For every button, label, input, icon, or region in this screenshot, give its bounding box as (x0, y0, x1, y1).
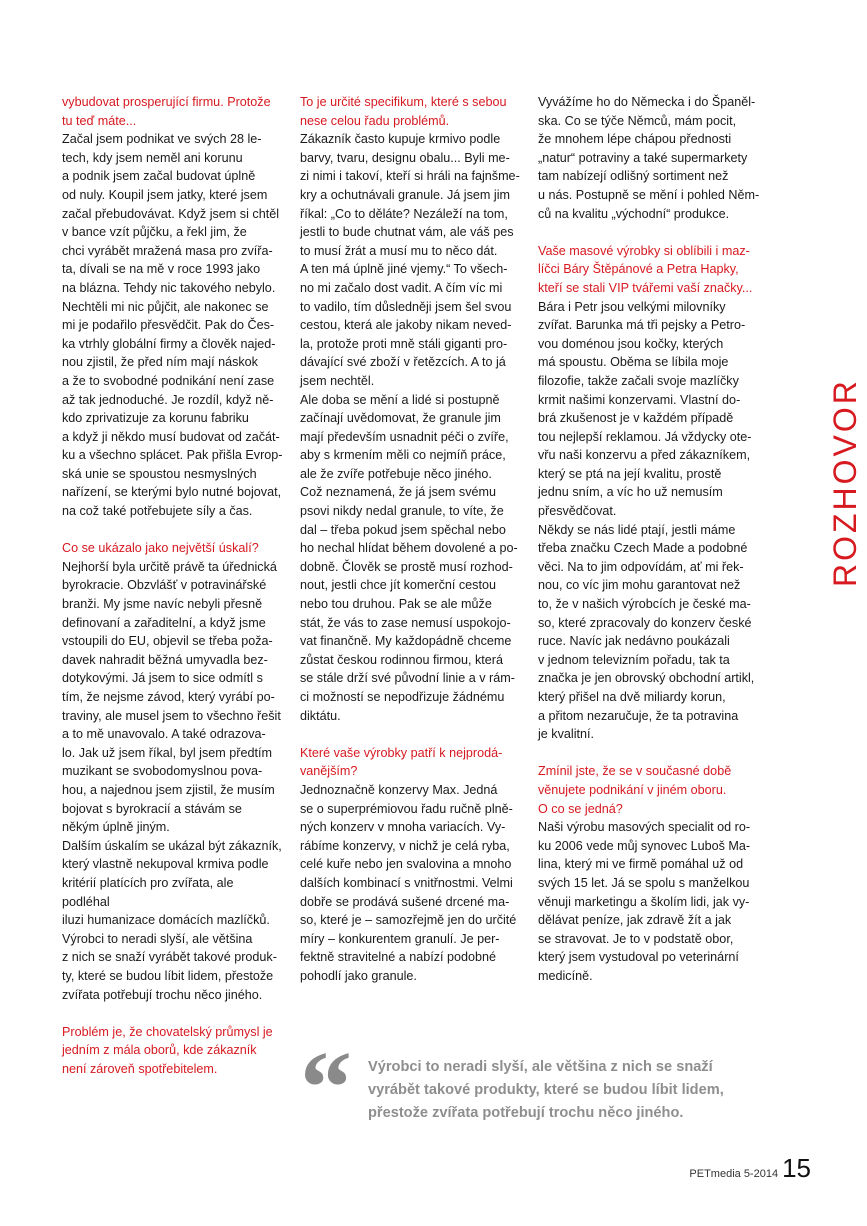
section-label-text: ROZHOVOR (827, 378, 863, 587)
question-text: Které vaše výrobky patří k nejprodá- vanějším? (300, 745, 503, 779)
page-number: 15 (782, 1153, 811, 1183)
answer-text: Vyvážíme ho do Německa i do Španěl- ska. Co se týče Němců, mám pocit, že mnohem lépe chápou přednosti „natur“ potraviny a také supermarkety tam nabízejí odlišný sortiment než u nás. Postupně se mění i pohled Něm- ců na kvalitu „východní“ produkce. (538, 95, 760, 221)
answer-text: Bára i Petr jsou velkými milovníky zvířat. Barunka má tři pejsky a Petro- vou doménou jsou kočky, kterých má spoustu. Oběma se líbila moje filozofie, takže začali svoje mazlíčky krmit našimi konzervami. Vlastní do- brá zkušenost je v každém případě tou nejlepší reklamou. Já vždycky ote- vřu naši konzervu a před zákazníkem, který se ptá na její kvalitu, prostě jednu sním, a víc ho už nemusím přesvědčovat. Někdy se nás lidé ptají, jestli máme třeba značku Czech Made a podobné věci. Na to jim odpovídám, ať mi řek- nou, co víc jim mohu garantovat než to, že v našich výrobcích je české ma- so, které zpracovaly do konzerv české ruce. Navíc jak nedávno poukázali v jednom televizním pořadu, tak ta značka je jen obrovský obchodní artikl, který přišel na dvě miliardy korun, a přitom nezaručuje, že ta potravina je kvalitní. (538, 299, 755, 742)
magazine-issue: PETmedia 5-2014 (689, 1168, 779, 1180)
question-text: Co se ukázalo jako největší úskalí? (62, 541, 259, 556)
question-text: Zmínil jste, že se v současné době věnujete podnikání v jiném oboru. O co se jedná? (538, 764, 732, 816)
column-3 (538, 93, 764, 986)
question-text: vybudovat prosperující firmu. Protože tu teď máte... (62, 95, 271, 128)
quote-mark-icon: “ (300, 1030, 352, 1145)
page-footer (689, 1153, 811, 1184)
column-2 (300, 93, 522, 986)
question-text: To je určité specifikum, které s sebou nese celou řadu problémů. (300, 95, 507, 128)
question-text: Vaše masové výrobky si oblíbili i maz- líčci Báry Štěpánové a Petra Hapky, kteří se stali VIP tvářemi vaší značky... (538, 243, 753, 295)
pull-quote-text: Výrobci to neradi slyší, ale většina z nich se snaží vyrábět takové produkty, které se budou líbit lidem, přestože zvířata potřebují trochu něco jiného. (368, 1059, 724, 1121)
answer-text: Jednoznačně konzervy Max. Jedná se o superprémiovou řadu ručně plně- ných konzerv v mnoha variacích. Vy- rábíme konzervy, v nichž je celá ryba, celé kuře nebo jen svalovina a mnoho dalších kombinací s vnitřnostmi. Velmi dobře se prodává sušené drcené ma- so, které je – samozřejmě jen do určité míry – konkurentem granulí. Je per- fektně stravitelné a nabízí podobné pohodlí jako granule. (300, 782, 517, 983)
pull-quote (300, 1030, 770, 1145)
question-text: Problém je, že chovatelský průmysl je jedním z mála oborů, kde zákazník není zároveň spotřebitelem. (62, 1024, 273, 1076)
answer-text: Zákazník často kupuje krmivo podle barvy, tvaru, designu obalu... Byli me- zi nimi i takoví, kteří si hráli na fajnšme- kry a ochutnávali granule. Já jsem jim říkal: „Co to děláte? Nezáleží na tom, jestli to bude chutnat vám, ale váš pes to musí žrát a musí mu to něco dát. A ten má úplně jiné vjemy.“ To všech- no mi začalo dost vadit. A čím víc mi to vadilo, tím důsledněji jsem šel svou cestou, která ale jakoby nikam neved- la, protože proti mně stáli giganti pro- dávající své zboží v řetězcích. A to já jsem nechtěl. Ale doba se mění a lidé si postupně začínají uvědomovat, že granule jim mají především usnadnit péči o zvíře, aby s krmením měli co nejmíň práce, ale že zvíře potřebuje něco jiného. Což neznamená, že já jsem svému psovi nikdy nedal granule, to víte, že dal – třeba pokud jsem spěchal nebo ho nechal hlídat během dovolené a po- dobně. Člověk se prostě musí rozhod- nout, jestli chce jít komerční cestou nebo tou druhou. Pak se ale může stát, že vás to zase nemusí uspokojo- vat finančně. My každopádně chceme zůstat českou rodinnou firmou, která se stále drží své původní linie a v rám- ci možností se nepodřizuje žádnému diktátu. (300, 132, 520, 723)
answer-text: Nejhorší byla určitě právě ta úřednická byrokracie. Obzvlášť v potravinářské branži. My jsme navíc nebyli přesně definovaní a zařaditelní, a když jsme vstoupili do EU, objevil se třeba poža- davek nahradit běžná umyvadla bez- dotykovými. Já jsem to sice odmítl s tím, že nejsme závod, který vyrábí po- traviny, ale musel jsem to všechno řešit a to mě unavovalo. A také odrazova- lo. Jak už jsem říkal, byl jsem předtím muzikant se svobodomyslnou pova- hou, a najednou jsem zjistil, že musím bojovat s byrokracií a stávám se někým úplně jiným. Dalším úskalím se ukázal být zákazník, který vlastně nekupoval krmiva podle kritérií platících pro zvířata, ale podléhal iluzi humanizace domácích mazlíčků. Výrobci to neradi slyší, ale většina z nich se snaží vyrábět takové produk- ty, které se budou líbit lidem, přestože zvířata potřebují trochu něco jiného. (62, 559, 282, 1002)
column-1 (62, 93, 284, 1078)
answer-text: Naši výrobu masových specialit od ro- ku 2006 vede můj synovec Luboš Ma- lina, který mi ve firmě pomáhal už od svých 15 let. Já se spolu s manželkou věnuji marketingu a školím lidi, jak vy- dělávat peníze, jak zdravě žít a jak se stravovat. Je to v podstatě obor, který jsem vystudoval po veterinární medicíně. (538, 820, 751, 983)
section-label (818, 377, 867, 587)
answer-text: Začal jsem podnikat ve svých 28 le- tech, kdy jsem neměl ani korunu a podnik jsem začal budovat úplně od nuly. Koupil jsem jatky, které jsem začal přebudovávat. Když jsem si chtěl v bance vzít půjčku, a řekl jim, že chci vyrábět mražená masa pro zvířa- ta, dívali se na mě v roce 1993 jako na blázna. Tehdy nic takového nebylo. Nechtěli mi nic půjčit, ale nakonec se mi je podařilo přesvědčit. Pak do Čes- ka vtrhly globální firmy a člověk najed- nou zjistil, že před ním mají náskok a že to svobodné podnikání není zase až tak jednoduché. Je rozdíl, když ně- kdo zprivatizuje za korunu fabriku a když ji někdo musí budovat od začát- ku a všechno splácet. Pak přišla Evrop- ská unie se spoustou nesmyslných nařízení, se kterými bylo nutné bojovat, na což také potřebujete síly a čas. (62, 132, 283, 519)
